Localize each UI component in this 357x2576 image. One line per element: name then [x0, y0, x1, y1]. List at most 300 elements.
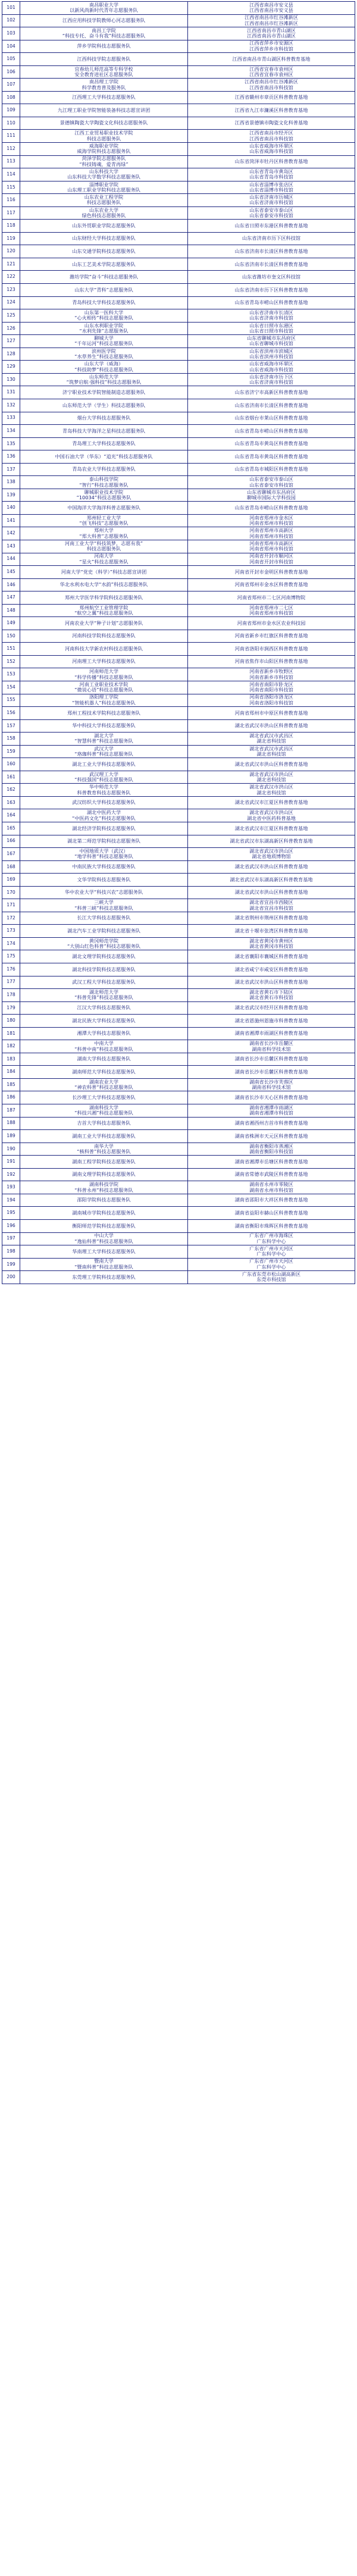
team-name-cell: 河南工业大学“科技筑梦，志愿有我” 科技志愿服务队	[20, 540, 188, 553]
row-number-cell: 153	[2, 668, 20, 681]
row-number-cell: 151	[2, 643, 20, 655]
team-name-cell: 湖北汽车工业学院科技志愿服务队	[20, 925, 188, 937]
table-row	[2, 874, 355, 887]
base-location-cell: 江西省南昌市青山湖区科普教育基地	[188, 53, 355, 65]
team-name-cell: 山东农业大学 绿色科技志愿服务队	[20, 207, 188, 220]
table-row	[2, 271, 355, 284]
table-row	[2, 643, 355, 656]
team-name-cell: 中国地质大学（武汉） “地学科普”科技志愿服务队	[20, 848, 188, 860]
base-location-cell: 湖北省武汉市江夏区科普教育基地	[188, 797, 355, 809]
row-number-cell: 181	[2, 1028, 20, 1040]
base-location-cell: 湖北省武汉市洪山区科普教育基地	[188, 861, 355, 874]
row-number-cell: 133	[2, 412, 20, 425]
row-number-cell: 195	[2, 1207, 20, 1219]
table-row	[2, 784, 355, 797]
base-location-cell: 山东省威海市环翠区 山东省威海市科技馆	[188, 361, 355, 373]
team-name-cell: 湖北第二师范学院科技志愿服务队	[20, 835, 188, 848]
table-row	[2, 258, 355, 271]
row-number-cell: 112	[2, 143, 20, 155]
row-number-cell: 123	[2, 284, 20, 296]
table-row	[2, 925, 355, 938]
table-row	[2, 1015, 355, 1028]
team-name-cell: 郑州大学医学科学院科技志愿服务队	[20, 591, 188, 604]
table-row	[2, 758, 355, 771]
row-number-cell: 157	[2, 720, 20, 733]
base-location-cell: 山东省青岛市崂山区科普教育基地	[188, 297, 355, 309]
team-name-cell: 潍坊学院“奋斗”科技志愿服务队	[20, 271, 188, 283]
team-name-cell: 济宁职业技术学院智能制造志愿服务队	[20, 386, 188, 399]
team-name-cell: 湖南师范大学科技志愿服务队	[20, 1066, 188, 1078]
row-number-cell: 134	[2, 425, 20, 437]
table-row	[2, 1181, 355, 1194]
table-row	[2, 323, 355, 336]
team-name-cell: 中南民族大学科技志愿服务队	[20, 861, 188, 874]
base-location-cell: 山东省济南市长清区 山东省济南市科技馆	[188, 309, 355, 322]
team-name-cell: 湖北经济学院科技志愿服务队	[20, 822, 188, 835]
row-number-cell: 150	[2, 630, 20, 643]
row-number-cell: 163	[2, 797, 20, 809]
team-name-cell: 南昌职业大学 以新风尚新时代青年志愿服务队	[20, 2, 188, 14]
table-row	[2, 938, 355, 951]
base-location-cell: 湖北省武汉市洪山区 湖北省科技馆	[188, 784, 355, 796]
base-location-cell: 山东省青岛市城阳区科普教育基地	[188, 464, 355, 476]
team-name-cell: 华中师范大学 科普教育科技志愿服务队	[20, 784, 188, 796]
row-number-cell: 152	[2, 656, 20, 668]
base-location-cell: 湖北省武汉市洪山区 湖北省中医药科普基地	[188, 809, 355, 822]
team-name-cell: 河南农业大学“种子计划”志愿服务队	[20, 617, 188, 630]
row-number-cell: 103	[2, 27, 20, 40]
row-number-cell: 132	[2, 399, 20, 412]
team-name-cell: 华北水利水电大学“水韵”科技志愿服务队	[20, 579, 188, 591]
table-row	[2, 104, 355, 117]
row-number-cell: 183	[2, 1053, 20, 1066]
team-name-cell: 湖北科技学院科技志愿服务队	[20, 963, 188, 976]
table-row	[2, 591, 355, 605]
base-location-cell: 山东省淄博市张店区 山东省淄博市科技馆	[188, 181, 355, 194]
row-number-cell: 165	[2, 822, 20, 835]
row-number-cell: 170	[2, 887, 20, 899]
team-name-cell: 中山大学 “逸仙科普”科技志愿服务队	[20, 1233, 188, 1245]
base-location-cell: 湖北省咸宁市咸安区科普教育基地	[188, 963, 355, 976]
team-name-cell: 武汉大学 “珞珈科普”科技志愿服务队	[20, 746, 188, 758]
table-row	[2, 464, 355, 477]
table-row	[2, 168, 355, 181]
table-row	[2, 27, 355, 40]
base-location-cell: 湖南省邵阳市大祥区科普教育基地	[188, 1194, 355, 1207]
base-location-cell: 湖南省湘西州吉首市科普教育基地	[188, 1118, 355, 1130]
base-location-cell: 湖南省长沙市天心区科普教育基地	[188, 1091, 355, 1104]
base-location-cell: 山东省菏泽市牡丹区科普教育基地	[188, 156, 355, 168]
table-row	[2, 963, 355, 976]
volunteer-team-table	[2, 1, 355, 1284]
base-location-cell: 河南省洛阳市洛龙区 河南省洛阳市科技馆	[188, 694, 355, 707]
row-number-cell: 140	[2, 502, 20, 514]
row-number-cell: 164	[2, 809, 20, 822]
table-row	[2, 412, 355, 425]
row-number-cell: 192	[2, 1169, 20, 1181]
base-location-cell: 湖北省襄阳市襄城区科普教育基地	[188, 950, 355, 963]
base-location-cell: 湖南省长沙市岳麓区科普教育基地	[188, 1053, 355, 1066]
row-number-cell: 178	[2, 989, 20, 1001]
table-row	[2, 887, 355, 900]
team-name-cell: 山东工艺美术学院志愿服务队	[20, 258, 188, 271]
base-location-cell: 湖南省株洲市天元区科普教育基地	[188, 1130, 355, 1143]
team-name-cell: 湖南工业大学科技志愿服务队	[20, 1130, 188, 1143]
row-number-cell: 101	[2, 2, 20, 14]
row-number-cell: 118	[2, 220, 20, 232]
table-row	[2, 489, 355, 502]
row-number-cell: 186	[2, 1091, 20, 1104]
table-row	[2, 809, 355, 822]
base-location-cell: 湖北省武汉市武昌区 湖北省科技馆	[188, 733, 355, 745]
table-row	[2, 1207, 355, 1220]
base-location-cell: 湖北省武汉市洪山区科普教育基地	[188, 887, 355, 899]
table-row	[2, 284, 355, 297]
row-number-cell: 107	[2, 79, 20, 91]
base-location-cell: 山东省济南市历城区 山东省济南市科技馆	[188, 194, 355, 206]
team-name-cell: 江西理工大学科技志愿服务队	[20, 92, 188, 104]
base-location-cell: 广东省广州市海珠区 广东科学中心	[188, 1233, 355, 1245]
team-name-cell: 烟台大学科技志愿服务队	[20, 412, 188, 425]
base-location-cell: 山东省济宁市高新区科普教育基地	[188, 386, 355, 399]
table-row	[2, 707, 355, 720]
team-name-cell: 山东师范大学（学生）科技志愿服务队	[20, 399, 188, 412]
base-location-cell: 湖北省黄冈市黄州区 湖北省黄冈市科技馆	[188, 938, 355, 950]
row-number-cell: 158	[2, 733, 20, 745]
team-name-cell: 宜春幼儿师范高等专科学校 安全教育进社区志愿服务队	[20, 66, 188, 79]
row-number-cell: 111	[2, 130, 20, 142]
table-row	[2, 681, 355, 694]
base-location-cell: 山东省济南市长清区科普教育基地	[188, 258, 355, 271]
team-name-cell: 河南科技学院科技志愿服务队	[20, 630, 188, 643]
base-location-cell: 山东省聊城市东昌府区 山东省聊城市科技馆	[188, 335, 355, 348]
team-name-cell: 郑州航空工业管理学院 “航空之翼”科技志愿服务队	[20, 605, 188, 617]
row-number-cell: 155	[2, 694, 20, 707]
base-location-cell: 江西省南昌市红谷滩新区 江西省南昌市科技馆	[188, 79, 355, 91]
team-name-cell: 山东农业工程学院 科技志愿服务队	[20, 194, 188, 206]
team-name-cell: 长江大学科技志愿服务队	[20, 912, 188, 925]
table-row	[2, 553, 355, 566]
team-name-cell: 山东师范大学 “筑梦启航·强科技”科技志愿服务队	[20, 374, 188, 386]
base-location-cell: 河南省郑州市金水区农业科技园	[188, 617, 355, 630]
base-location-cell: 山东省青岛市黄岛区 山东省青岛市科技馆	[188, 168, 355, 181]
base-location-cell: 湖北省武汉市东湖高新区科普教育基地	[188, 835, 355, 848]
team-name-cell: 湖北中医药大学 “中医药文化”科技志愿服务队	[20, 809, 188, 822]
row-number-cell: 104	[2, 40, 20, 53]
team-name-cell: 泰山科技学院 “智行”科技志愿服务队	[20, 476, 188, 489]
row-number-cell: 108	[2, 92, 20, 104]
base-location-cell: 山东省济南市长清区科普教育基地	[188, 399, 355, 412]
base-location-cell: 湖南省湘潭市岳塘区科普教育基地	[188, 1156, 355, 1168]
row-number-cell: 136	[2, 450, 20, 463]
table-row	[2, 399, 355, 412]
row-number-cell: 145	[2, 566, 20, 578]
team-name-cell: 山东外贸职业学院志愿服务队	[20, 220, 188, 232]
team-name-cell: 湖南科技大学 “科技兴湘”科技志愿服务队	[20, 1104, 188, 1117]
base-location-cell: 河南省郑州市二七区河南博物院	[188, 591, 355, 604]
team-name-cell: 湖南工程学院科技志愿服务队	[20, 1156, 188, 1168]
table-row	[2, 361, 355, 374]
team-name-cell: 武汉理工大学 “科技强国”科技志愿服务队	[20, 771, 188, 784]
row-number-cell: 146	[2, 579, 20, 591]
base-location-cell: 江西省赣州市章贡区科普教育基地	[188, 92, 355, 104]
team-name-cell: 湖南农业大学 “神农科普”科技志愿服务队	[20, 1079, 188, 1091]
row-number-cell: 117	[2, 207, 20, 220]
base-location-cell: 山东省济南市历下区科技馆	[188, 233, 355, 245]
team-name-cell: 武汉纺织大学科技志愿服务队	[20, 797, 188, 809]
table-row	[2, 1028, 355, 1041]
row-number-cell: 159	[2, 746, 20, 758]
base-location-cell: 湖南省湘潭市雨湖区 湖南省湘潭市科技馆	[188, 1104, 355, 1117]
base-location-cell: 湖南省长沙市芙蓉区 湖南省科学技术馆	[188, 1079, 355, 1091]
base-location-cell: 湖北省恩施州恩施市科普教育基地	[188, 1015, 355, 1027]
base-location-cell: 河南省开封市金明区科普教育基地	[188, 566, 355, 578]
row-number-cell: 128	[2, 348, 20, 361]
base-location-cell: 湖南省常德市武陵区科普教育基地	[188, 1169, 355, 1181]
team-name-cell: 山东科技大学 山东科技大学数学科技志愿服务队	[20, 168, 188, 181]
row-number-cell: 180	[2, 1015, 20, 1027]
row-number-cell: 184	[2, 1066, 20, 1078]
table-row	[2, 502, 355, 515]
row-number-cell: 114	[2, 168, 20, 181]
table-row	[2, 438, 355, 451]
row-number-cell: 196	[2, 1220, 20, 1232]
table-row	[2, 130, 355, 143]
table-row	[2, 1066, 355, 1079]
base-location-cell: 江西省九江市濂溪区科普教育基地	[188, 104, 355, 117]
table-row	[2, 309, 355, 323]
row-number-cell: 120	[2, 245, 20, 258]
table-row	[2, 92, 355, 105]
row-number-cell: 113	[2, 156, 20, 168]
table-row	[2, 143, 355, 156]
base-location-cell: 山东省青岛市黄岛区科普教育基地	[188, 438, 355, 450]
table-row	[2, 950, 355, 963]
team-name-cell: 湖南城市学院科技志愿服务队	[20, 1207, 188, 1219]
table-row	[2, 15, 355, 28]
table-row	[2, 1104, 355, 1118]
table-row	[2, 450, 355, 464]
table-row	[2, 53, 355, 66]
team-name-cell: 滨州医学院 “水草养生”科技志愿服务队	[20, 348, 188, 361]
team-name-cell: 淄博职业学院 山东理工职业学院科技志愿服务队	[20, 181, 188, 194]
row-number-cell: 191	[2, 1156, 20, 1168]
table-row	[2, 79, 355, 92]
table-row	[2, 66, 355, 79]
table-row	[2, 245, 355, 258]
team-name-cell: 郑州工程技术学院科技志愿服务队	[20, 707, 188, 719]
table-row	[2, 1143, 355, 1156]
table-row	[2, 297, 355, 310]
base-location-cell: 山东省济南市历下区 山东省济南市科技馆	[188, 374, 355, 386]
row-number-cell: 147	[2, 591, 20, 604]
base-location-cell: 江西省南昌市红谷滩新区 江西省南昌市红谷滩新区	[188, 15, 355, 27]
table-row	[2, 746, 355, 759]
base-location-cell: 湖南省湘潭市雨湖区科普教育基地	[188, 1028, 355, 1040]
table-row	[2, 527, 355, 540]
team-name-cell: 华中科技大学科技志愿服务队	[20, 720, 188, 733]
team-name-cell: 中南大学 “科普中南”科技志愿服务队	[20, 1040, 188, 1053]
table-row	[2, 566, 355, 579]
table-row	[2, 822, 355, 835]
base-location-cell: 江西省宜春市袁州区 江西省宜春市袁州区	[188, 66, 355, 79]
row-number-cell: 119	[2, 233, 20, 245]
row-number-cell: 177	[2, 976, 20, 989]
row-number-cell: 122	[2, 271, 20, 283]
table-row	[2, 117, 355, 130]
row-number-cell: 190	[2, 1143, 20, 1156]
row-number-cell: 169	[2, 874, 20, 886]
team-name-cell: 郑州轻工业大学 “创飞科技”志愿服务队	[20, 515, 188, 527]
row-number-cell: 130	[2, 374, 20, 386]
base-location-cell: 山东省聊城市东昌府区 聊城市国际大学科技园	[188, 489, 355, 502]
row-number-cell: 127	[2, 335, 20, 348]
table-row	[2, 1053, 355, 1066]
row-number-cell: 154	[2, 681, 20, 694]
team-name-cell: 九江理工职业学院智能装备科技志愿宣讲团	[20, 104, 188, 117]
row-number-cell: 131	[2, 386, 20, 399]
base-location-cell: 湖北省宜昌市西陵区 湖北省宜昌市科技馆	[188, 899, 355, 912]
row-number-cell: 129	[2, 361, 20, 373]
table-row	[2, 194, 355, 207]
table-row	[2, 348, 355, 361]
row-number-cell: 126	[2, 323, 20, 335]
row-number-cell: 142	[2, 527, 20, 540]
base-location-cell: 山东省威海市环翠区 山东省威海市科技馆	[188, 143, 355, 155]
row-number-cell: 115	[2, 181, 20, 194]
base-location-cell: 河南省郑州市金水区科普教育基地	[188, 579, 355, 591]
base-location-cell: 湖北省黄石市下陆区 湖北省黄石市科技馆	[188, 989, 355, 1001]
team-name-cell: 吉首大学科技志愿服务队	[20, 1118, 188, 1130]
base-location-cell: 湖南省长沙市岳麓区 湖南省科学技术馆	[188, 1040, 355, 1053]
row-number-cell: 124	[2, 297, 20, 309]
table-row	[2, 694, 355, 708]
team-name-cell: 南昌理工学院 科学教育普及服务队	[20, 79, 188, 91]
team-name-cell: 湖北大学 “智慧科普”科技志愿服务队	[20, 733, 188, 745]
base-location-cell: 江西省南昌市经开区 江西省南昌市科技馆	[188, 130, 355, 142]
team-name-cell: 威海职业学院 威海学院科技志愿服务队	[20, 143, 188, 155]
base-location-cell: 江西省萍乡市安源区 江西省萍乡市科技馆	[188, 40, 355, 53]
base-location-cell: 湖北省武汉市洪山区科普教育基地	[188, 976, 355, 989]
team-name-cell: 菏泽学院志愿服务队 “科技铸魂，爱青再绿”	[20, 156, 188, 168]
base-location-cell: 河南省郑州市高新区 河南省郑州市科技馆	[188, 527, 355, 540]
team-name-cell: 河南大学“党史（科学）”科技志愿宣讲团	[20, 566, 188, 578]
row-number-cell: 193	[2, 1181, 20, 1194]
row-number-cell: 160	[2, 758, 20, 771]
table-row	[2, 899, 355, 912]
table-row	[2, 1040, 355, 1053]
team-name-cell: 湘潭大学科技志愿服务队	[20, 1028, 188, 1040]
base-location-cell: 山东省青岛市黄岛区科普教育基地	[188, 450, 355, 463]
row-number-cell: 162	[2, 784, 20, 796]
team-name-cell: 聊城大学 “千年运河”科技志愿服务队	[20, 335, 188, 348]
base-location-cell: 河南省郑州市中原区科普教育基地	[188, 707, 355, 719]
team-name-cell: 山东财经大学科技志愿服务队	[20, 233, 188, 245]
base-location-cell: 江西省南昌市青山湖区 江西省南昌市青山湖区	[188, 27, 355, 40]
table-row	[2, 605, 355, 618]
base-location-cell: 江西省南昌市安义县 江西省南昌市安义县	[188, 2, 355, 14]
row-number-cell: 102	[2, 15, 20, 27]
table-row	[2, 1245, 355, 1259]
base-location-cell: 湖南省衡阳市蒸湘区 湖南省衡阳市科技馆	[188, 1143, 355, 1156]
team-name-cell: 江西工业贸易职业技术学院 科技志愿服务队	[20, 130, 188, 142]
row-number-cell: 172	[2, 912, 20, 925]
row-number-cell: 168	[2, 861, 20, 874]
row-number-cell: 138	[2, 476, 20, 489]
team-name-cell: 江汉大学科技志愿服务队	[20, 1002, 188, 1015]
row-number-cell: 156	[2, 707, 20, 719]
row-number-cell: 176	[2, 963, 20, 976]
base-location-cell: 河南省焦作市山阳区科普教育基地	[188, 656, 355, 668]
base-location-cell: 山东省泰安市泰山区 山东省泰安市科技馆	[188, 476, 355, 489]
table-row	[2, 2, 355, 15]
team-name-cell: 黄冈师范学院 “大别山红色科普”科技志愿服务队	[20, 938, 188, 950]
row-number-cell: 106	[2, 66, 20, 79]
table-row	[2, 220, 355, 233]
team-name-cell: 江西应用科技学院教师心河志愿服务队	[20, 15, 188, 27]
row-number-cell: 141	[2, 515, 20, 527]
team-name-cell: 山东第一医科大学 “心火相传”科技志愿服务队	[20, 309, 188, 322]
team-name-cell: 华中农业大学“科技兴农”志愿服务队	[20, 887, 188, 899]
table-row	[2, 1156, 355, 1169]
table-row	[2, 425, 355, 438]
base-location-cell: 山东省济南市长清区科普教育基地	[188, 245, 355, 258]
row-number-cell: 121	[2, 258, 20, 271]
base-location-cell: 湖北省武汉市洪山区 湖北省地质博物馆	[188, 848, 355, 860]
row-number-cell: 125	[2, 309, 20, 322]
team-name-cell: 文华学院科技志愿服务队	[20, 874, 188, 886]
base-location-cell: 河南省郑州市二七区 河南省郑州市科技馆	[188, 605, 355, 617]
team-name-cell: 长沙理工大学科技志愿服务队	[20, 1091, 188, 1104]
row-number-cell: 135	[2, 438, 20, 450]
table-row	[2, 233, 355, 246]
table-row	[2, 156, 355, 169]
table-row	[2, 386, 355, 399]
team-name-cell: 郑州大学 “郑大科普”志愿服务队	[20, 527, 188, 540]
table-row	[2, 1118, 355, 1131]
row-number-cell: 105	[2, 53, 20, 65]
team-name-cell: 景德镇陶瓷大学陶瓷文化科技志愿服务队	[20, 117, 188, 130]
table-row	[2, 861, 355, 874]
table-row	[2, 1194, 355, 1207]
row-number-cell: 173	[2, 925, 20, 937]
row-number-cell: 200	[2, 1271, 20, 1284]
row-number-cell: 194	[2, 1194, 20, 1207]
base-location-cell: 湖北省武汉市经开区科普教育基地	[188, 1002, 355, 1015]
table-row	[2, 1271, 355, 1284]
row-number-cell: 139	[2, 489, 20, 502]
row-number-cell: 189	[2, 1130, 20, 1143]
team-name-cell: 山东交通学院科技志愿服务队	[20, 245, 188, 258]
table-row	[2, 1002, 355, 1015]
table-row	[2, 771, 355, 784]
team-name-cell: 河南师范大学 “科学传播”科技志愿服务队	[20, 668, 188, 681]
table-row	[2, 335, 355, 348]
base-location-cell: 河南省开封市顺河区 河南省开封市科技馆	[188, 553, 355, 566]
team-name-cell: 萍乡学院科技志愿服务队	[20, 40, 188, 53]
base-location-cell: 广东省东莞市松山湖高新区 东莞市科技馆	[188, 1271, 355, 1284]
base-location-cell: 广东省广州市天河区 广东科学中心	[188, 1259, 355, 1271]
team-name-cell: 南华大学 “核科普”科技志愿服务队	[20, 1143, 188, 1156]
team-name-cell: 华南理工大学科技志愿服务队	[20, 1245, 188, 1258]
team-name-cell: 东莞理工学院科技志愿服务队	[20, 1271, 188, 1284]
team-name-cell: 山东大学（威海） “科技助梦”科技志愿服务队	[20, 361, 188, 373]
row-number-cell: 174	[2, 938, 20, 950]
base-location-cell: 湖南省衡阳市珠晖区科普教育基地	[188, 1220, 355, 1232]
table-row	[2, 989, 355, 1002]
base-location-cell: 湖南省永州市零陵区 湖南省永州市科技馆	[188, 1181, 355, 1194]
row-number-cell: 110	[2, 117, 20, 130]
